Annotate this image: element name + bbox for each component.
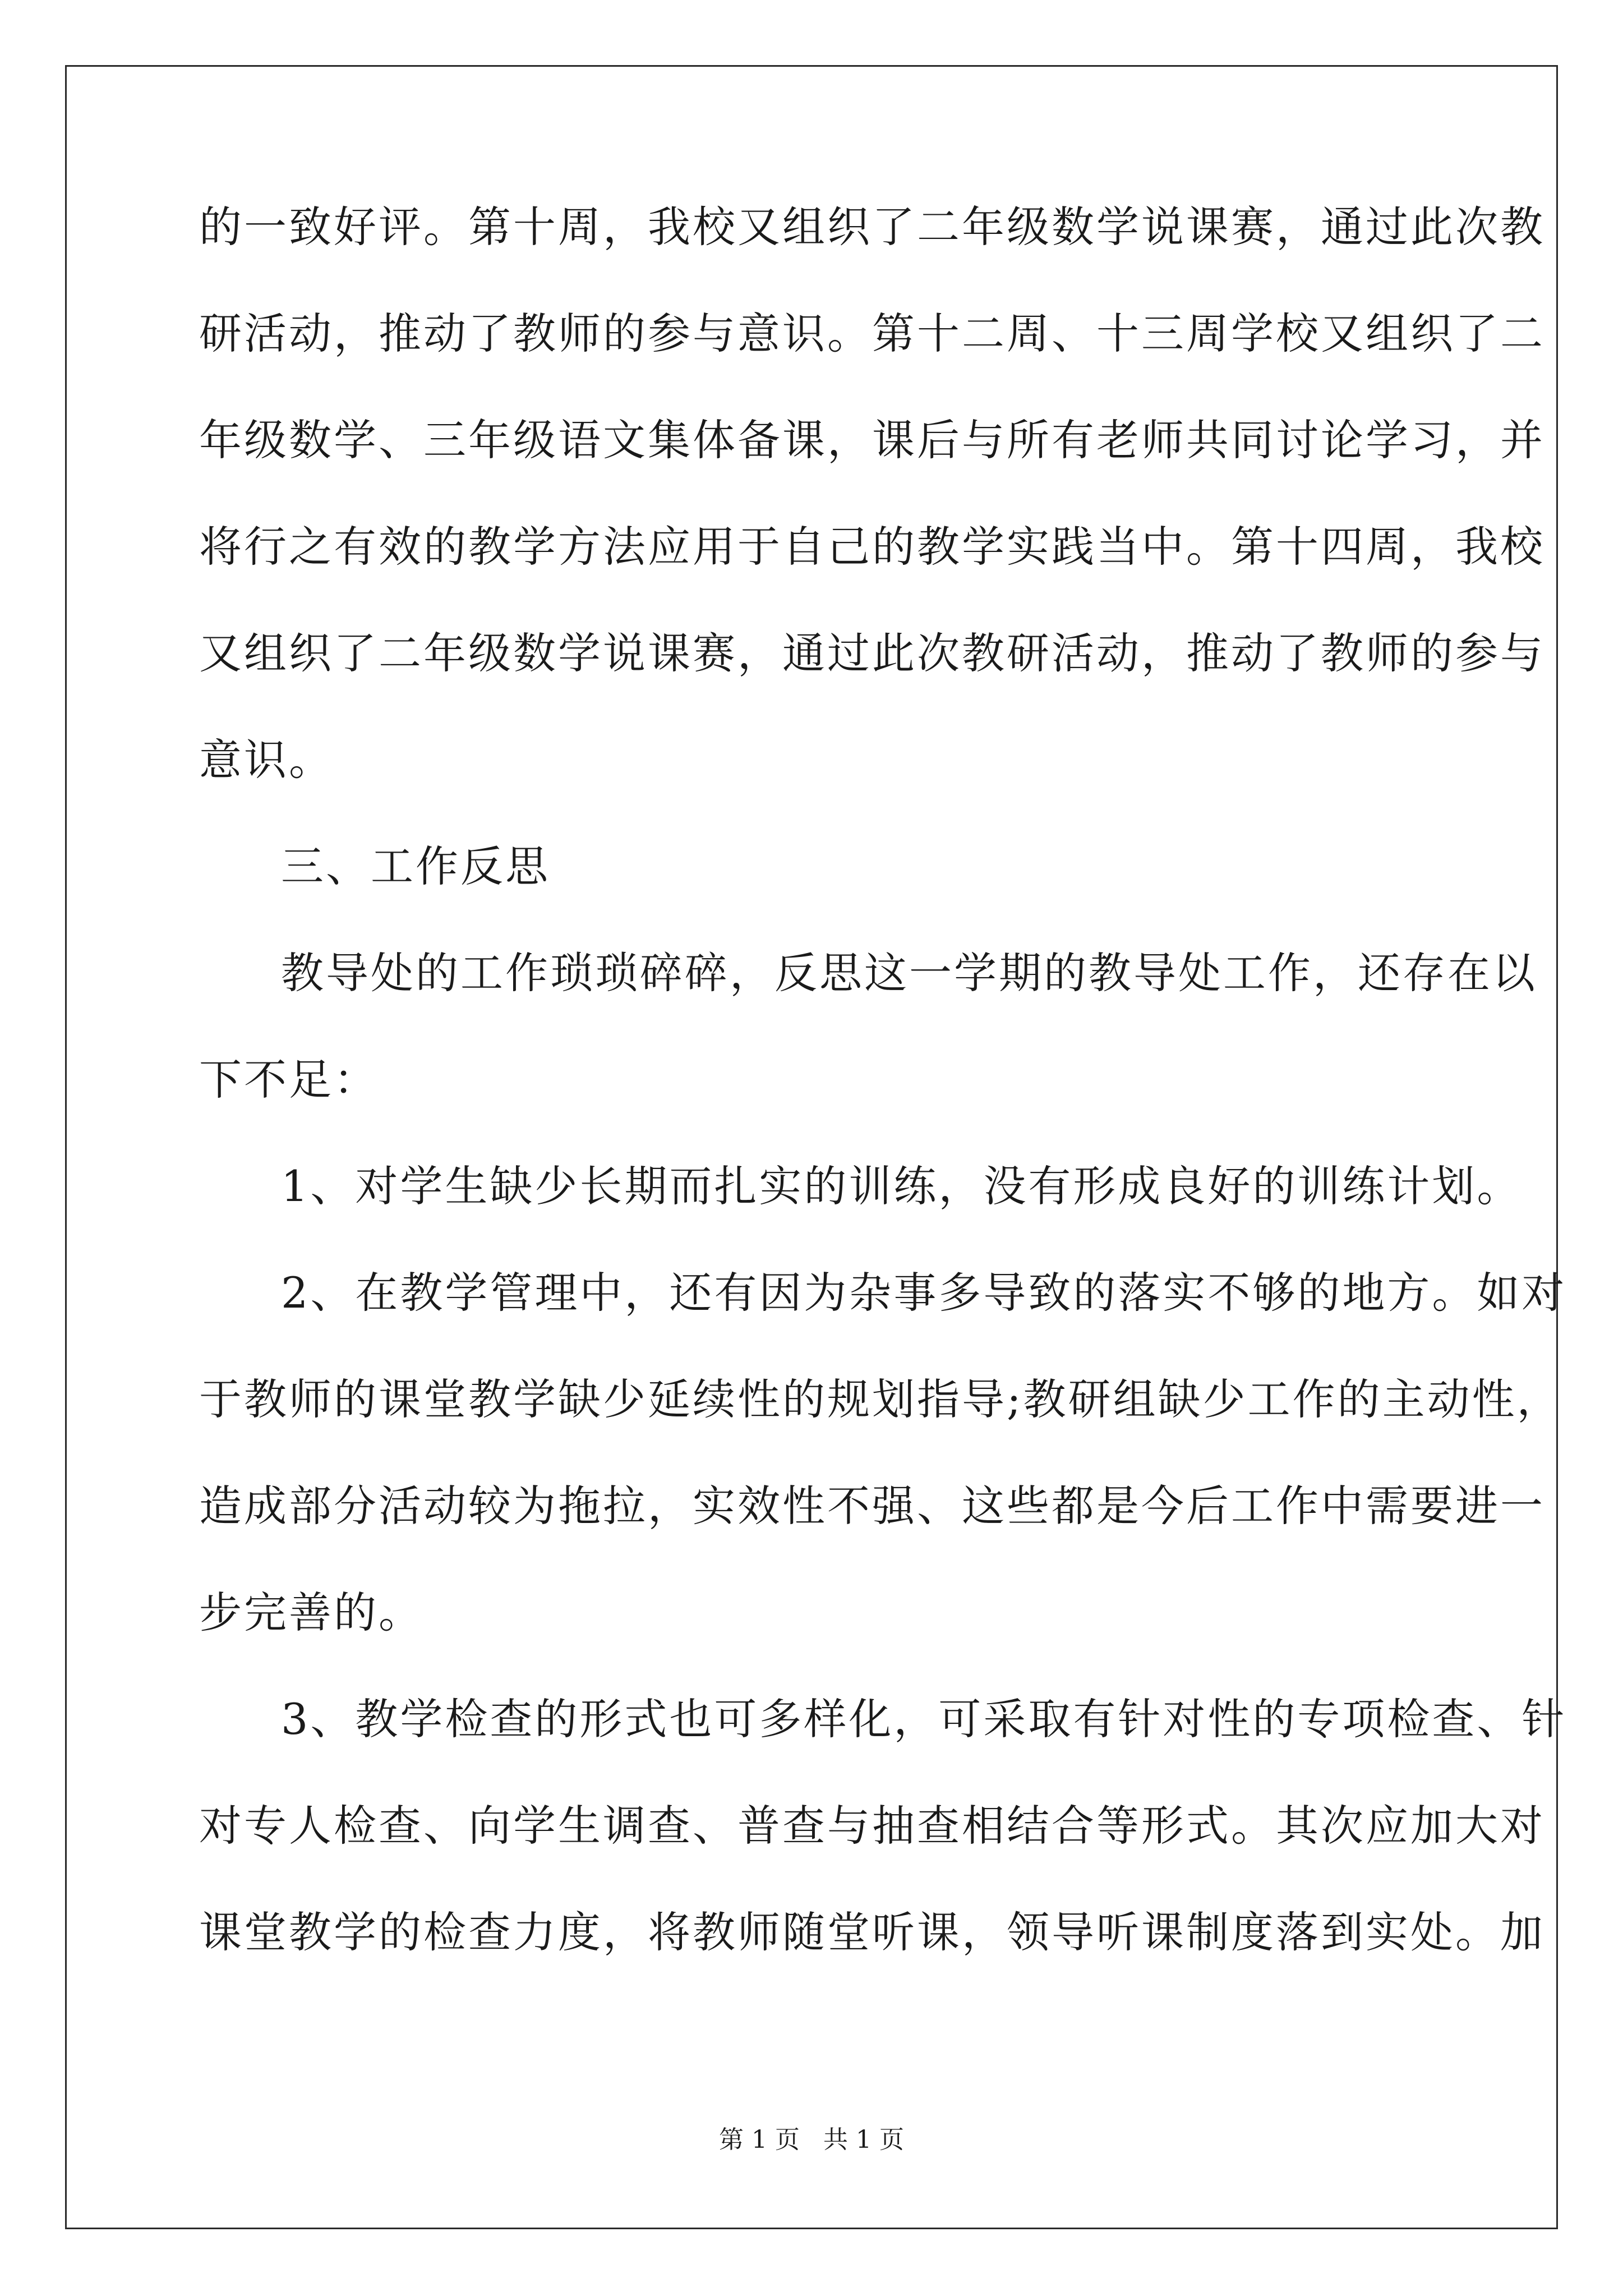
text-line: 研活动，推动了教师的参与意识。第十二周、十三周学校又组织了二 bbox=[199, 309, 1545, 358]
document-body bbox=[199, 199, 1567, 2134]
text-line: 课堂教学的检查力度，将教师随堂听课，领导听课制度落到实处。加 bbox=[199, 1907, 1545, 1957]
text-line: 对专人检查、向学生调查、普查与抽查相结合等形式。其次应加大对 bbox=[199, 1801, 1545, 1851]
list-item-3: 3、教学检查的形式也可多样化，可采取有针对性的专项检查、针 bbox=[281, 1694, 1567, 1744]
text-line: 年级数学、三年级语文集体备课，课后与所有老师共同讨论学习，并 bbox=[199, 415, 1545, 465]
text-line: 于教师的课堂教学缺少延续性的规划指导;教研组缺少工作的主动性， bbox=[199, 1374, 1562, 1424]
text-line: 教导处的工作琐琐碎碎，反思这一学期的教导处工作，还存在以 bbox=[281, 948, 1537, 998]
text-line: 步完善的。 bbox=[199, 1588, 423, 1637]
page-number-footer: 第 1 页 共 1 页 bbox=[719, 2125, 904, 2154]
text-line: 下不足： bbox=[199, 1055, 379, 1105]
text-line: 的一致好评。第十周，我校又组织了二年级数学说课赛，通过此次教 bbox=[199, 202, 1545, 252]
text-line: 将行之有效的教学方法应用于自己的教学实践当中。第十四周，我校 bbox=[199, 522, 1545, 572]
list-item-1: 1、对学生缺少长期而扎实的训练，没有形成良好的训练计划。 bbox=[281, 1161, 1522, 1211]
text-line: 意识。 bbox=[199, 735, 334, 785]
text-line: 造成部分活动较为拖拉，实效性不强、这些都是今后工作中需要进一 bbox=[199, 1481, 1545, 1531]
list-item-2: 2、在教学管理中，还有因为杂事多导致的落实不够的地方。如对 bbox=[281, 1268, 1567, 1318]
text-line: 又组织了二年级数学说课赛，通过此次教研活动，推动了教师的参与 bbox=[199, 628, 1545, 678]
section-heading: 三、工作反思 bbox=[281, 841, 550, 891]
